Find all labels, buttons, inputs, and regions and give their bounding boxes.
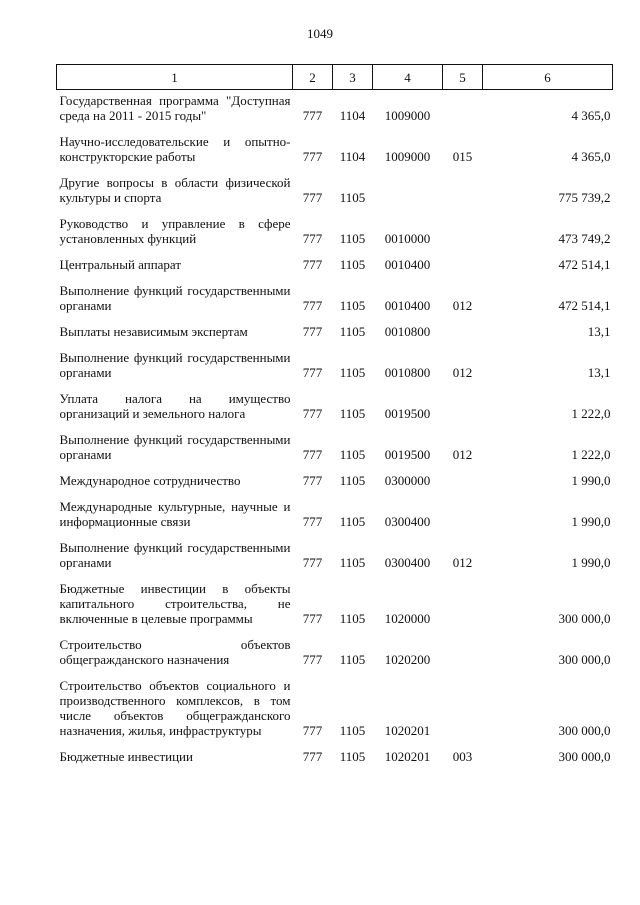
row-section-code: 1105 — [339, 652, 366, 667]
row-name: Государственная программа "Доступная среда на 2011 - 2015 годы" — [59, 93, 291, 123]
row-ministry-code: 777 — [302, 406, 323, 421]
table-row — [57, 317, 613, 343]
row-expense-type: 015 — [452, 149, 473, 164]
row-section-code: 1104 — [339, 149, 366, 164]
table-row — [57, 384, 613, 425]
row-amount: 4 365,0 — [571, 149, 611, 164]
row-section-code: 1105 — [339, 324, 366, 339]
row-ministry-code: 777 — [302, 365, 323, 380]
header-row — [57, 65, 613, 90]
row-ministry-code: 777 — [302, 231, 323, 246]
row-target-code: 1020000 — [384, 611, 431, 626]
row-ministry-code: 777 — [302, 555, 323, 570]
table-header — [57, 65, 613, 90]
table-row — [57, 671, 613, 742]
row-ministry-code: 777 — [302, 473, 323, 488]
row-target-code: 0010000 — [384, 231, 431, 246]
row-ministry-code: 777 — [302, 257, 323, 272]
row-target-code: 0019500 — [384, 406, 431, 421]
row-amount: 4 365,0 — [571, 108, 611, 123]
row-ministry-code: 777 — [302, 447, 323, 462]
row-section-code: 1105 — [339, 447, 366, 462]
row-amount: 300 000,0 — [558, 723, 611, 738]
header-col-1: 1 — [57, 65, 293, 90]
row-amount: 1 990,0 — [571, 555, 611, 570]
row-ministry-code: 777 — [302, 298, 323, 313]
row-section-code: 1105 — [339, 298, 366, 313]
row-expense-type — [443, 671, 483, 742]
row-name: Строительство объектов общегражданского назначения — [59, 637, 291, 667]
row-expense-type — [443, 317, 483, 343]
row-name: Строительство объектов социального и производственного комплексов, в том числе объектов общегражданского назначения, жилья, инфраструктуры — [59, 678, 291, 738]
row-name: Бюджетные инвестиции в объекты капитального строительства, не включенные в целевые программы — [59, 581, 291, 626]
row-amount: 13,1 — [587, 365, 611, 380]
header-col-6: 6 — [483, 65, 613, 90]
table-body — [57, 90, 613, 769]
row-ministry-code: 777 — [302, 611, 323, 626]
row-expense-type — [443, 492, 483, 533]
row-section-code: 1105 — [339, 406, 366, 421]
table-row — [57, 250, 613, 276]
header-col-2: 2 — [293, 65, 333, 90]
row-expense-type — [443, 384, 483, 425]
row-target-code: 0300400 — [384, 514, 431, 529]
header-col-4: 4 — [373, 65, 443, 90]
row-expense-type — [443, 90, 483, 128]
row-ministry-code: 777 — [302, 324, 323, 339]
row-amount: 1 990,0 — [571, 473, 611, 488]
table-row — [57, 90, 613, 128]
row-target-code: 0019500 — [384, 447, 431, 462]
page-number: 1049 — [307, 26, 333, 41]
row-name: Выполнение функций государственными органами — [59, 350, 291, 380]
row-amount: 1 222,0 — [571, 447, 611, 462]
row-name: Руководство и управление в сфере установленных функций — [59, 216, 291, 246]
row-amount: 1 990,0 — [571, 514, 611, 529]
row-amount: 13,1 — [587, 324, 611, 339]
row-name: Бюджетные инвестиции — [59, 749, 193, 764]
row-expense-type: 012 — [452, 447, 473, 462]
table-row — [57, 492, 613, 533]
row-expense-type: 012 — [452, 298, 473, 313]
row-target-code: 0010800 — [384, 324, 431, 339]
row-name: Другие вопросы в области физической культуры и спорта — [59, 175, 291, 205]
row-target-code — [373, 168, 443, 209]
row-section-code: 1105 — [339, 257, 366, 272]
row-name: Выплаты независимым экспертам — [59, 324, 248, 339]
row-ministry-code: 777 — [302, 749, 323, 764]
row-ministry-code: 777 — [302, 149, 323, 164]
table-row — [57, 127, 613, 168]
row-name: Уплата налога на имущество организаций и земельного налога — [59, 391, 291, 421]
table-row — [57, 574, 613, 630]
row-target-code: 0300400 — [384, 555, 431, 570]
table-row — [57, 533, 613, 574]
row-amount: 472 514,1 — [558, 298, 611, 313]
row-name: Выполнение функций государственными органами — [59, 540, 291, 570]
row-target-code: 1020200 — [384, 652, 431, 667]
row-section-code: 1105 — [339, 190, 366, 205]
row-target-code: 0010400 — [384, 298, 431, 313]
row-amount: 473 749,2 — [558, 231, 611, 246]
header-col-5: 5 — [443, 65, 483, 90]
row-amount: 1 222,0 — [571, 406, 611, 421]
row-section-code: 1105 — [339, 749, 366, 764]
table-row — [57, 168, 613, 209]
row-amount: 300 000,0 — [558, 611, 611, 626]
row-target-code: 1009000 — [384, 108, 431, 123]
row-target-code: 0010400 — [384, 257, 431, 272]
row-expense-type — [443, 466, 483, 492]
row-amount: 775 739,2 — [558, 190, 611, 205]
row-ministry-code: 777 — [302, 108, 323, 123]
table-row — [57, 742, 613, 768]
table-row — [57, 630, 613, 671]
row-target-code: 1009000 — [384, 149, 431, 164]
row-expense-type — [443, 630, 483, 671]
row-ministry-code: 777 — [302, 190, 323, 205]
budget-table — [56, 64, 613, 768]
table-row — [57, 343, 613, 384]
table-row — [57, 276, 613, 317]
row-section-code: 1105 — [339, 723, 366, 738]
row-expense-type: 003 — [452, 749, 473, 764]
row-name: Научно-исследовательские и опытно-конструкторские работы — [59, 134, 291, 164]
row-ministry-code: 777 — [302, 652, 323, 667]
row-name: Международные культурные, научные и информационные связи — [59, 499, 291, 529]
table-row — [57, 209, 613, 250]
row-expense-type — [443, 250, 483, 276]
row-ministry-code: 777 — [302, 723, 323, 738]
row-section-code: 1105 — [339, 365, 366, 380]
row-expense-type — [443, 574, 483, 630]
table-row — [57, 466, 613, 492]
row-target-code: 0300000 — [384, 473, 431, 488]
row-amount: 472 514,1 — [558, 257, 611, 272]
row-target-code: 1020201 — [384, 749, 431, 764]
header-col-3: 3 — [333, 65, 373, 90]
row-name: Центральный аппарат — [59, 257, 182, 272]
row-expense-type: 012 — [452, 365, 473, 380]
row-amount: 300 000,0 — [558, 749, 611, 764]
row-name: Международное сотрудничество — [59, 473, 241, 488]
row-name: Выполнение функций государственными органами — [59, 432, 291, 462]
row-amount: 300 000,0 — [558, 652, 611, 667]
row-expense-type: 012 — [452, 555, 473, 570]
row-section-code: 1104 — [339, 108, 366, 123]
row-expense-type — [443, 209, 483, 250]
row-target-code: 0010800 — [384, 365, 431, 380]
row-target-code: 1020201 — [384, 723, 431, 738]
row-section-code: 1105 — [339, 514, 366, 529]
row-section-code: 1105 — [339, 473, 366, 488]
row-name: Выполнение функций государственными органами — [59, 283, 291, 313]
row-section-code: 1105 — [339, 231, 366, 246]
row-section-code: 1105 — [339, 611, 366, 626]
table-row — [57, 425, 613, 466]
row-section-code: 1105 — [339, 555, 366, 570]
row-expense-type — [443, 168, 483, 209]
row-ministry-code: 777 — [302, 514, 323, 529]
